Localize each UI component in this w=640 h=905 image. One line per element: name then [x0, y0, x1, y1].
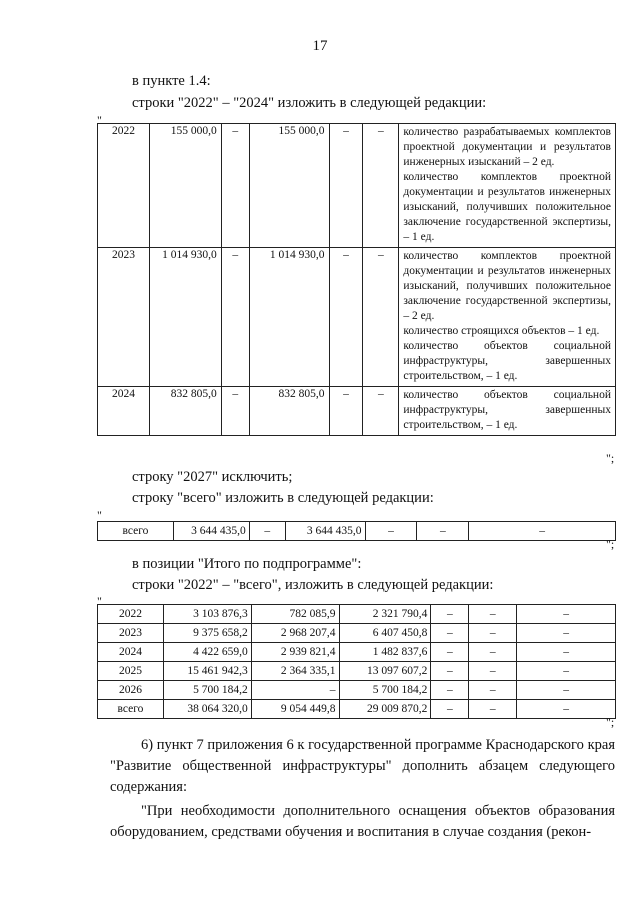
table-row — [98, 643, 616, 662]
cell-ext: – — [363, 124, 399, 248]
close-quote-2: "; — [606, 537, 615, 551]
cell-reg: 1 482 837,6 — [339, 643, 431, 662]
cell-fed: 9 054 449,8 — [251, 700, 339, 719]
paragraph-7: "При необходимости дополнительного оснащения объектов образования оборудованием, средствами обучения и воспитания в случае создания (рекон- — [110, 803, 615, 840]
cell-loc: – — [431, 681, 469, 700]
paragraph-6: 6) пункт 7 приложения 6 к государственной программе Краснодарского края "Развитие общественной инфраструктуры" дополнить абзацем следующего содержания: — [110, 737, 615, 795]
table-row — [98, 387, 616, 436]
sub-line-1: в позиции "Итого по подпрограмме": — [132, 556, 362, 572]
cell-ext: – — [469, 681, 517, 700]
table-row — [98, 124, 616, 248]
cell-total: 155 000,0 — [149, 124, 221, 248]
funding-table-years — [97, 123, 616, 436]
total-loc: – — [365, 522, 417, 541]
cell-total: 1 014 930,0 — [149, 248, 221, 387]
cell-total: 3 103 876,3 — [163, 605, 251, 624]
cell-last: – — [517, 662, 616, 681]
funding-table-subprogram — [97, 604, 616, 719]
cell-reg: 29 009 870,2 — [339, 700, 431, 719]
cell-year: 2022 — [98, 605, 164, 624]
cell-loc: – — [329, 387, 363, 436]
total-row — [98, 522, 616, 541]
cell-reg: 13 097 607,2 — [339, 662, 431, 681]
intro-line-1: в пункте 1.4: — [132, 73, 211, 89]
cell-last: – — [517, 643, 616, 662]
cell-fed: – — [221, 387, 249, 436]
table-row — [98, 681, 616, 700]
table-row — [98, 700, 616, 719]
cell-last: – — [517, 605, 616, 624]
total-amount: 3 644 435,0 — [173, 522, 249, 541]
cell-fed: 2 364 335,1 — [251, 662, 339, 681]
open-quote-1: " — [97, 113, 102, 127]
mid-line-1: строку "2027" исключить; — [132, 469, 293, 485]
cell-fed: – — [221, 248, 249, 387]
cell-loc: – — [431, 624, 469, 643]
table-row — [98, 605, 616, 624]
cell-ext: – — [469, 624, 517, 643]
cell-ext: – — [469, 662, 517, 681]
mid-line-2: строку "всего" изложить в следующей редакции: — [132, 490, 434, 506]
cell-reg: 155 000,0 — [249, 124, 329, 248]
cell-total: 9 375 658,2 — [163, 624, 251, 643]
cell-ext: – — [469, 700, 517, 719]
table-row — [98, 624, 616, 643]
total-reg: 3 644 435,0 — [285, 522, 365, 541]
cell-total: 832 805,0 — [149, 387, 221, 436]
cell-fed: 2 939 821,4 — [251, 643, 339, 662]
cell-year: 2024 — [98, 643, 164, 662]
indicator-text: количество объектов социальной инфраструктуры, завершенных строительством, – 1 ед. — [403, 340, 611, 382]
cell-year: 2026 — [98, 681, 164, 700]
cell-total: 4 422 659,0 — [163, 643, 251, 662]
cell-reg: 2 321 790,4 — [339, 605, 431, 624]
cell-year: 2025 — [98, 662, 164, 681]
cell-loc: – — [431, 643, 469, 662]
cell-last: – — [517, 700, 616, 719]
total-last: – — [469, 522, 616, 541]
cell-reg: 1 014 930,0 — [249, 248, 329, 387]
cell-ext: – — [363, 387, 399, 436]
cell-description — [399, 387, 616, 436]
cell-last: – — [517, 681, 616, 700]
sub-line-2: строки "2022" – "всего", изложить в следующей редакции: — [132, 577, 494, 593]
cell-reg: 6 407 450,8 — [339, 624, 431, 643]
cell-ext: – — [469, 605, 517, 624]
open-quote-3: " — [97, 594, 102, 608]
intro-line-2: строки "2022" – "2024" изложить в следующей редакции: — [132, 95, 487, 111]
cell-fed: – — [251, 681, 339, 700]
funding-table-total — [97, 521, 616, 541]
cell-reg: 5 700 184,2 — [339, 681, 431, 700]
cell-loc: – — [329, 124, 363, 248]
indicator-text: количество комплектов проектной документации и результатов инженерных изысканий, получивших положительное заключение государственной экспертизы, – 1 ед. — [403, 171, 611, 243]
cell-year: 2023 — [98, 248, 150, 387]
total-ext: – — [417, 522, 469, 541]
total-fed: – — [249, 522, 285, 541]
cell-description — [399, 124, 616, 248]
cell-fed: – — [221, 124, 249, 248]
page-number: 17 — [312, 38, 328, 54]
cell-year: всего — [98, 700, 164, 719]
cell-loc: – — [431, 605, 469, 624]
cell-description — [399, 248, 616, 387]
indicator-text: количество разрабатываемых комплектов проектной документации и результатов инженерных изысканий – 2 ед. — [403, 126, 611, 168]
cell-total: 38 064 320,0 — [163, 700, 251, 719]
cell-year: 2024 — [98, 387, 150, 436]
close-quote-3: "; — [606, 715, 615, 729]
table-row — [98, 248, 616, 387]
cell-year: 2023 — [98, 624, 164, 643]
cell-ext: – — [469, 643, 517, 662]
cell-loc: – — [431, 700, 469, 719]
cell-year: 2022 — [98, 124, 150, 248]
cell-loc: – — [431, 662, 469, 681]
indicator-text: количество объектов социальной инфраструктуры, завершенных строительством, – 1 ед. — [403, 389, 611, 431]
cell-fed: 2 968 207,4 — [251, 624, 339, 643]
close-quote-1: "; — [606, 451, 615, 465]
indicator-text: количество строящихся объектов – 1 ед. — [403, 325, 600, 337]
cell-total: 15 461 942,3 — [163, 662, 251, 681]
cell-reg: 832 805,0 — [249, 387, 329, 436]
cell-total: 5 700 184,2 — [163, 681, 251, 700]
total-label: всего — [98, 522, 174, 541]
cell-ext: – — [363, 248, 399, 387]
cell-last: – — [517, 624, 616, 643]
table-row — [98, 662, 616, 681]
open-quote-2: " — [97, 508, 102, 522]
indicator-text: количество комплектов проектной документации и результатов инженерных изысканий, получивших положительное заключение государственной экспертизы, – 2 ед. — [403, 250, 611, 322]
cell-loc: – — [329, 248, 363, 387]
cell-fed: 782 085,9 — [251, 605, 339, 624]
